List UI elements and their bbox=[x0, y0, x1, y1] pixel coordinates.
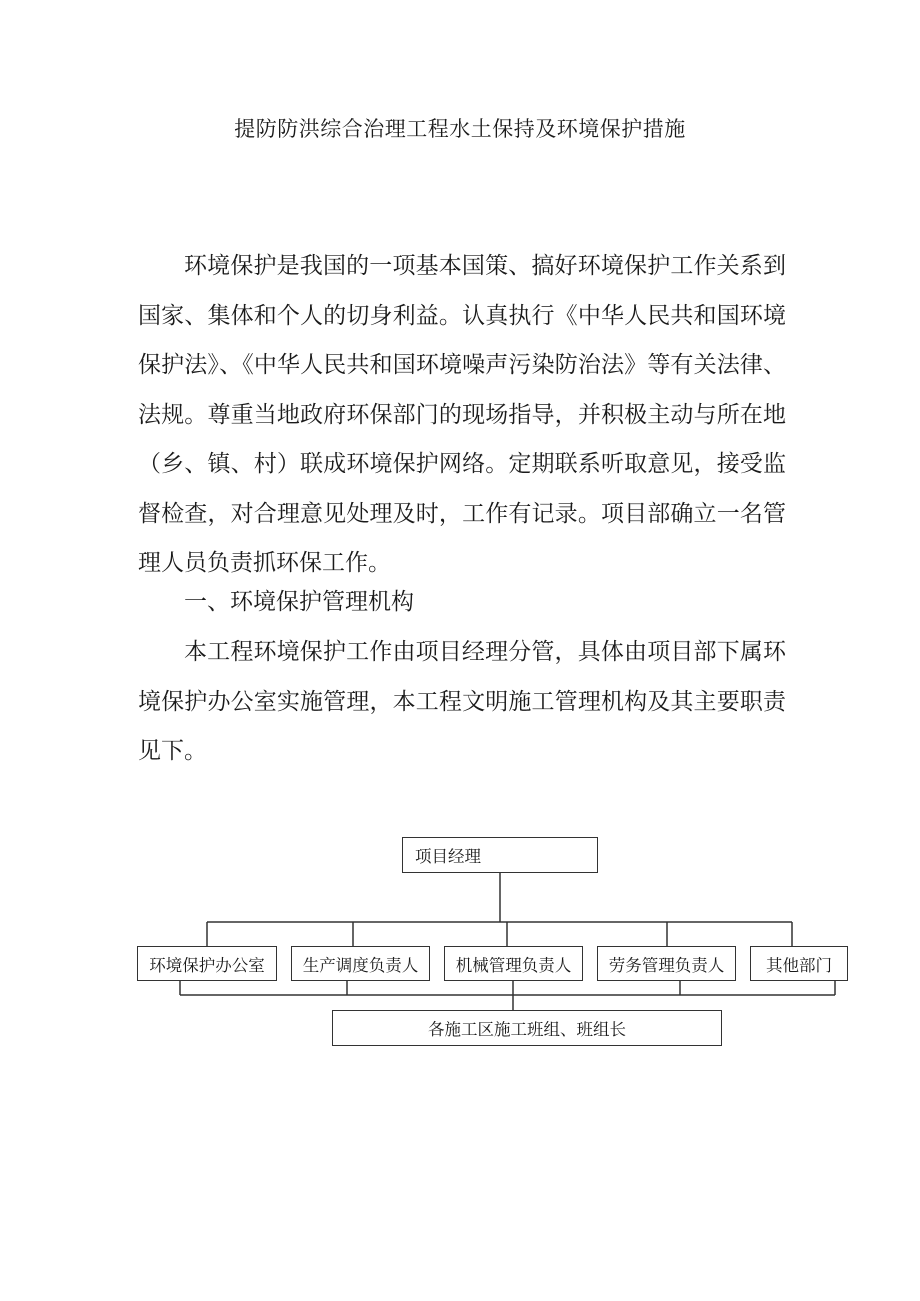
org-box-project-manager: 项目经理 bbox=[402, 837, 598, 873]
section-heading: 一、环境保护管理机构 bbox=[184, 589, 414, 615]
org-box-construction-teams: 各施工区施工班组、班组长 bbox=[332, 1010, 722, 1046]
paragraph-intro: 环境保护是我国的一项基本国策、搞好环境保护工作关系到国家、集体和个人的切身利益。认真执行《中华人民共和国环境保护法》、《中华人民共和国环境噪声污染防治法》等有关法律、法规。尊重当地政府环保部门的现场指导，并积极主动与所在地（乡、镇、村）联成环境保护网络。定期联系听取意见，接受监督检查，对合理意见处理及时，工作有记录。项目部确立一名管理人员负责抓环保工作。 bbox=[138, 253, 786, 576]
paragraph-organization: 本工程环境保护工作由项目经理分管，具体由项目部下属环境保护办公室实施管理，本工程文明施工管理机构及其主要职责见下。 bbox=[138, 639, 786, 764]
org-box-labor-management: 劳务管理负责人 bbox=[597, 946, 736, 981]
org-box-machinery-management: 机械管理负责人 bbox=[444, 946, 583, 981]
org-box-other-departments: 其他部门 bbox=[750, 946, 848, 981]
org-box-environment-office: 环境保护办公室 bbox=[137, 946, 277, 981]
document-title: 提防防洪综合治理工程水土保持及环境保护措施 bbox=[234, 117, 686, 141]
org-box-production-dispatch: 生产调度负责人 bbox=[291, 946, 430, 981]
